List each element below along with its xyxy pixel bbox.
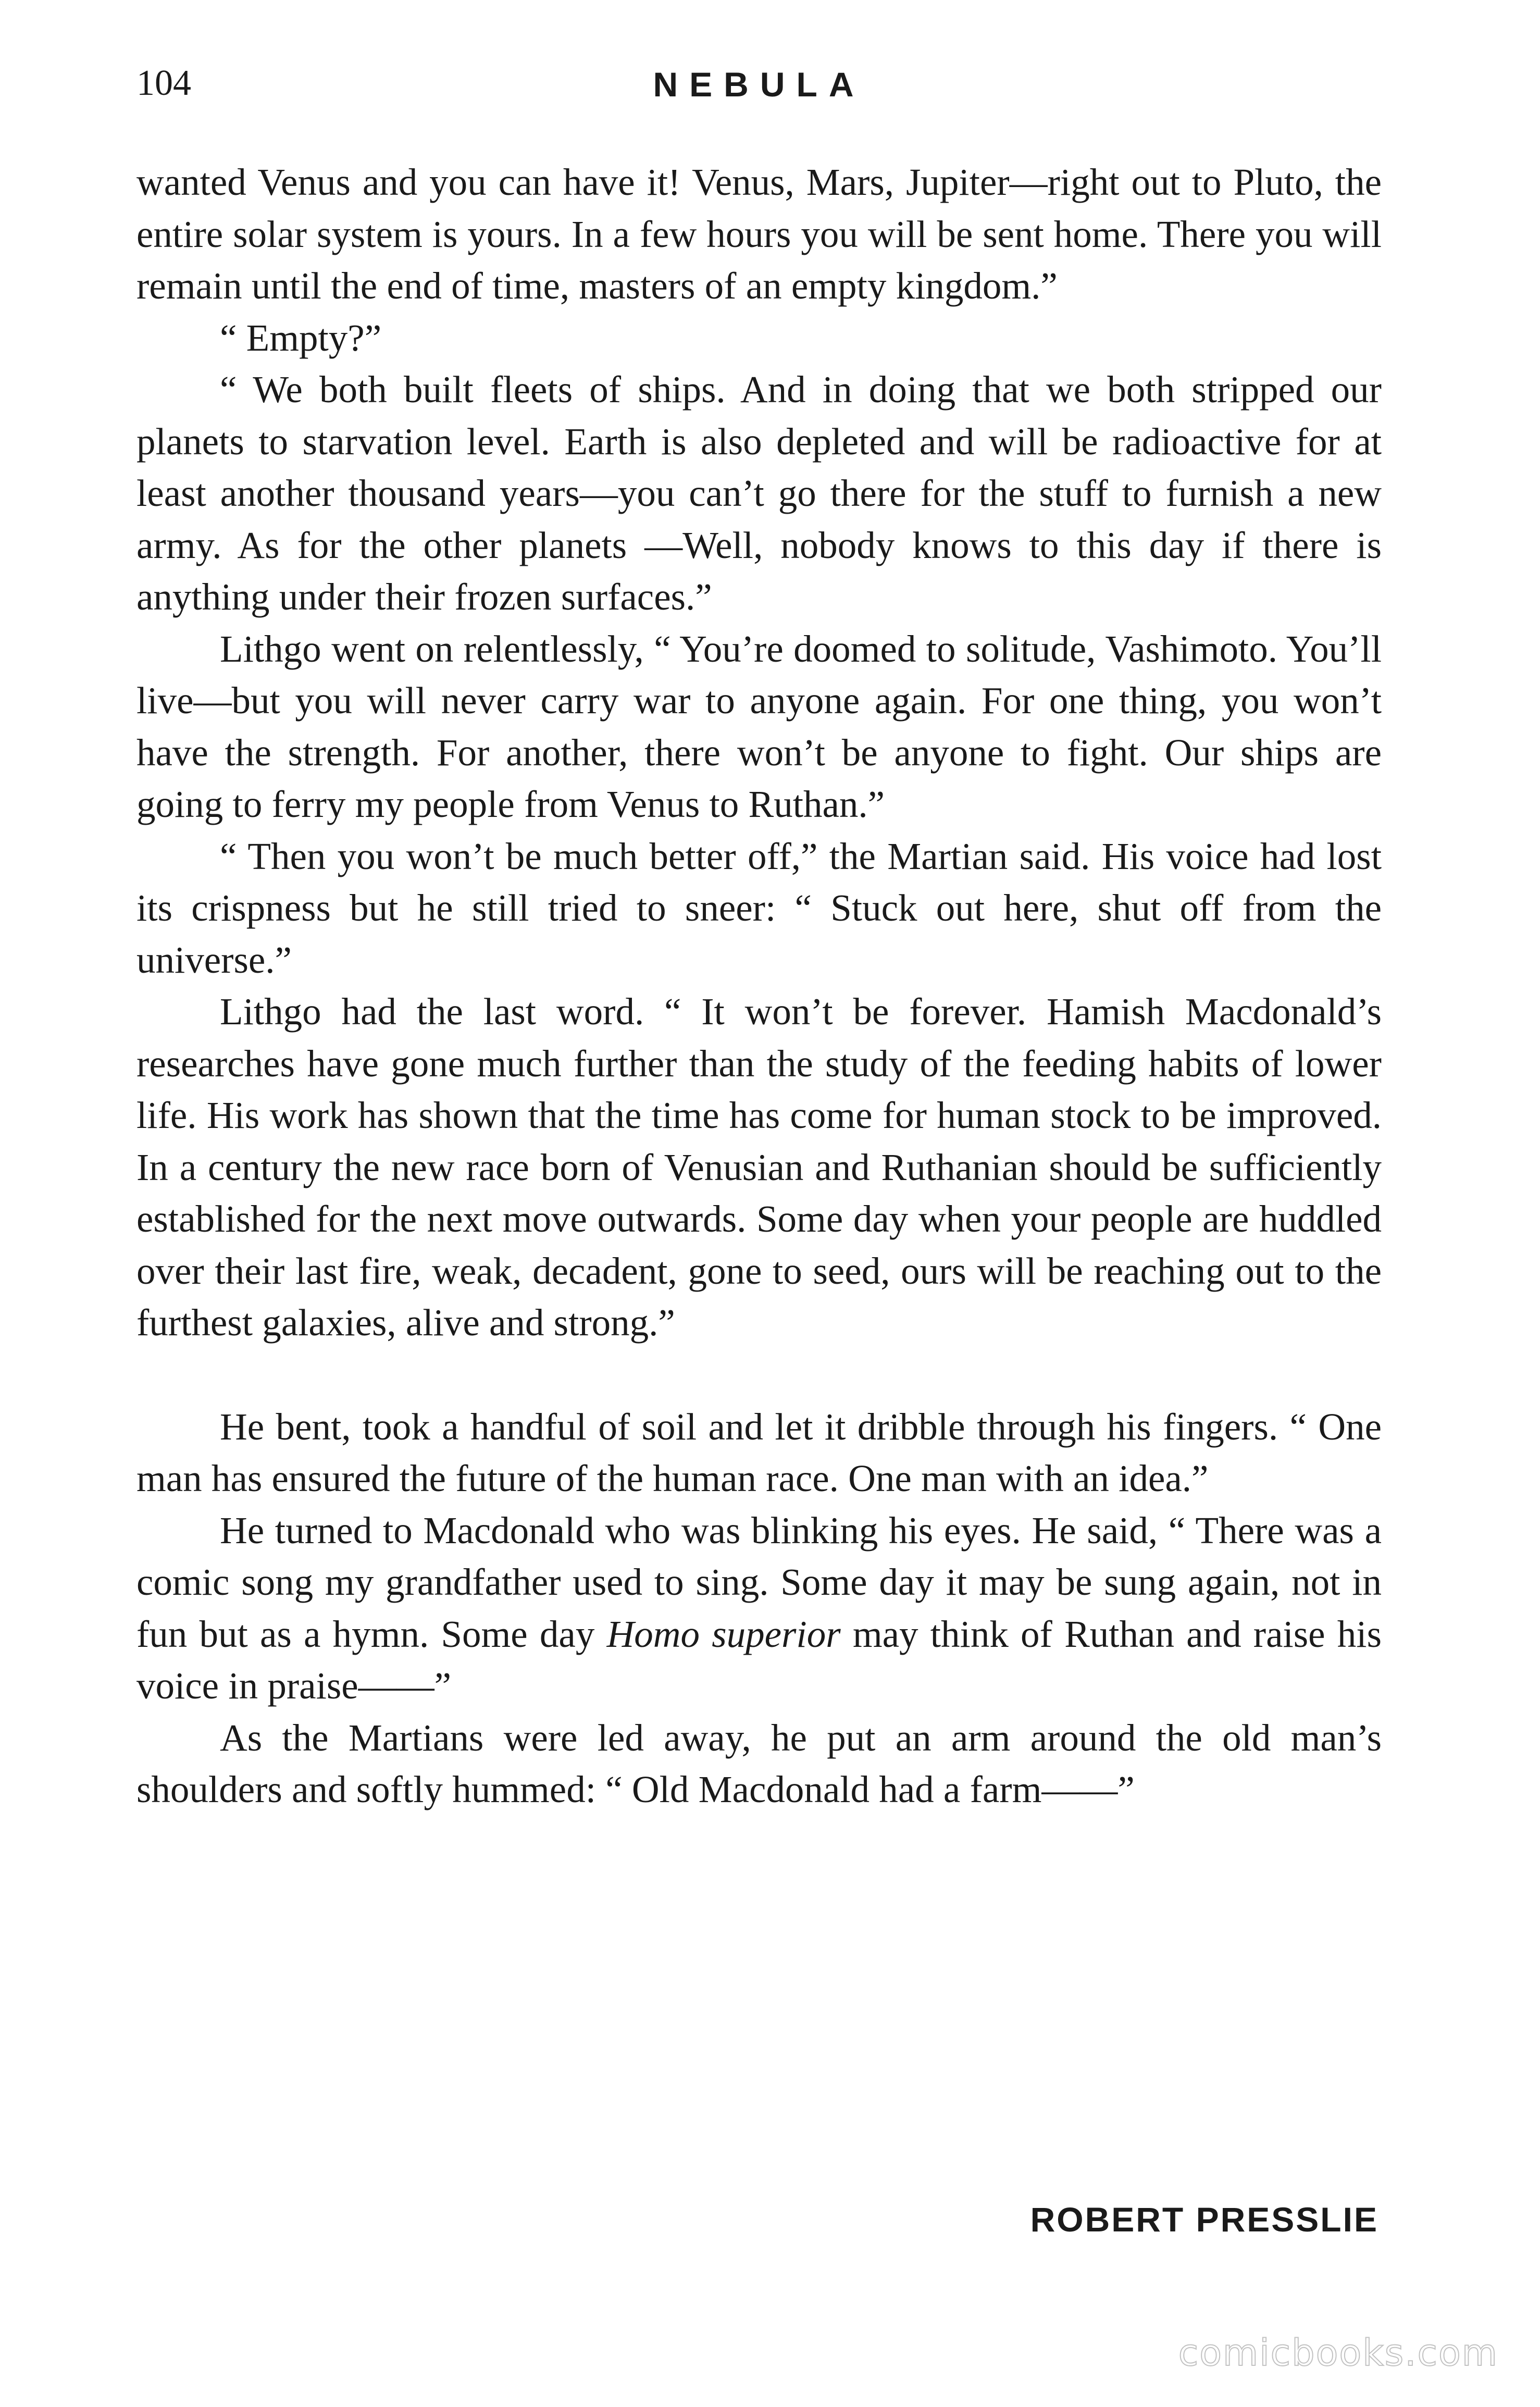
paragraph: “ Then you won’t be much better off,” the Martian said. His voice had lost its crispness but he still tried to sneer: “ Stuck out here, shut off from the universe.” xyxy=(136,835,1382,981)
section-break xyxy=(136,1349,1382,1401)
paragraph: “ Empty?” xyxy=(220,316,382,359)
paragraph: Lithgo went on relentlessly, “ You’re doomed to solitude, Vashimoto. You’ll live—but you will never carry war to anyone again. For one thing, you won’t have the strength. For another, there won’t be anyone to fight. Our ships are going to ferry my people from Venus to Ruthan.” xyxy=(136,627,1382,825)
paragraph: As the Martians were led away, he put an arm around the old man’s shoulders and softly hummed: “ Old Macdonald had a farm——” xyxy=(136,1716,1382,1810)
running-head: NEBULA xyxy=(653,65,865,104)
text-run: He turned to Macdonald who was blinking his eyes. He said, “ There was a comic song my grandfather used to sing. Some day it may be sung again, not in fun but as a hymn. Some day xyxy=(136,1509,1382,1655)
paragraph xyxy=(136,1505,1382,1712)
page-number: 104 xyxy=(136,63,191,103)
page-header xyxy=(136,63,1382,125)
paragraph: Lithgo had the last word. “ It won’t be forever. Hamish Macdonald’s researches have gone much further than the study of the feeding habits of lower life. His work has shown that the time has come for human stock to be improved. In a century the new race born of Venusian and Ruthanian should be sufficiently established for the next move outwards. Some day when your people are huddled over their last fire, weak, decadent, gone to seed, ours will be reaching out to the furthest galaxies, alive and strong.” xyxy=(136,990,1382,1344)
paragraph: wanted Venus and you can have it! Venus, Mars, Jupiter—right out to Pluto, the entire solar system is yours. In a few hours you will be sent home. There you will remain until the end of time, masters of an empty kingdom.” xyxy=(136,161,1382,307)
italic-text-run: Homo superior xyxy=(606,1612,841,1655)
watermark: comicbooks.com xyxy=(1178,2331,1498,2374)
story-text xyxy=(136,156,1382,1816)
author-byline: ROBERT PRESSLIE xyxy=(1030,2200,1378,2239)
text-run: may think of Ruthan and raise his voice in praise——” xyxy=(136,1612,1382,1707)
paragraph: He bent, took a handful of soil and let it dribble through his fingers. “ One man has ensured the future of the human race. One man with an idea.” xyxy=(136,1405,1382,1499)
paragraph: “ We both built fleets of ships. And in doing that we both stripped our planets to starvation level. Earth is also depleted and will be radioactive for at least another thousand years—you can’t go there for the stuff to furnish a new army. As for the other planets —Well, nobody knows to this day if there is anything under their frozen surfaces.” xyxy=(136,368,1382,618)
